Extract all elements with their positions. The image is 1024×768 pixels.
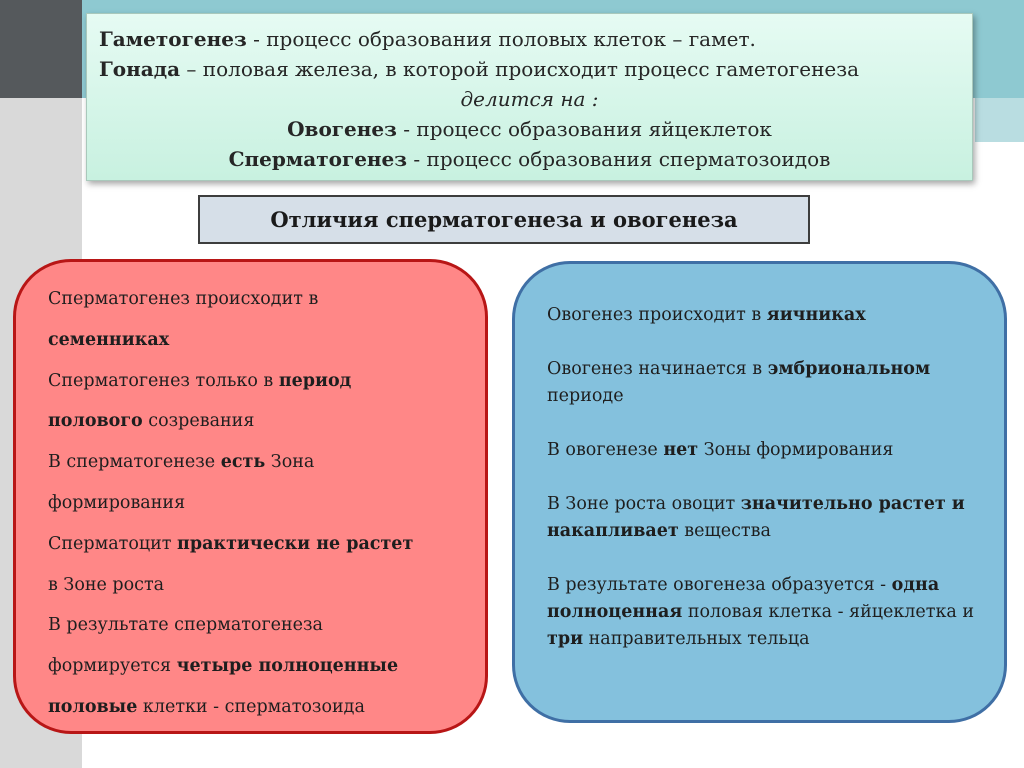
definition-text: - процесс образования половых клеток – гамет. — [246, 27, 756, 51]
panel-text: В результате сперматогенеза — [48, 615, 323, 636]
definition-gametogenesis — [99, 24, 960, 54]
corner-decoration — [0, 0, 82, 98]
term-gonad: Гонада — [99, 57, 181, 81]
panel-emphasis: семенниках — [48, 329, 170, 350]
definition-text: - процесс образования яйцеклеток — [396, 117, 772, 141]
panel-text: Зона — [265, 452, 315, 473]
panel-emphasis: эмбриональном — [767, 359, 931, 379]
panel-paragraph — [547, 437, 986, 464]
panel-line — [48, 401, 485, 442]
panel-emphasis: период — [278, 370, 352, 391]
panel-emphasis: практически не растет — [177, 533, 414, 554]
panel-text: половая клетка - яйцеклетка и — [682, 602, 975, 622]
panel-emphasis: есть — [220, 452, 266, 473]
panel-emphasis: одна полноценная — [547, 575, 940, 622]
panel-line — [48, 524, 485, 565]
panel-text: В сперматогенезе — [48, 452, 221, 473]
panel-line — [48, 646, 485, 687]
panel-text: формирования — [48, 492, 186, 513]
panel-emphasis: яичниках — [766, 305, 866, 325]
panel-emphasis: нет — [663, 440, 699, 460]
panel-text: В Зоне роста овоцит — [547, 494, 741, 514]
panel-line — [48, 442, 485, 483]
panel-paragraph — [547, 356, 986, 410]
panel-emphasis: значительно растет и накапливает — [547, 494, 965, 541]
term-spermatogenesis: Сперматогенез — [228, 147, 408, 171]
panel-line — [48, 361, 485, 402]
panel-paragraph — [547, 572, 986, 653]
panel-text: Сперматогенез только в — [48, 370, 279, 391]
panel-line — [48, 605, 485, 646]
panel-text: направительных тельца — [583, 629, 810, 649]
term-gametogenesis: Гаметогенез — [99, 27, 247, 51]
panel-text: В овогенезе — [547, 440, 664, 460]
spermatogenesis-panel — [13, 259, 488, 734]
panel-line — [48, 320, 485, 361]
panel-text: в Зоне роста — [48, 574, 165, 595]
panel-text: Сперматоцит — [48, 533, 178, 554]
panel-text: Овогенез начинается в — [547, 359, 768, 379]
oogenesis-panel — [512, 261, 1007, 723]
divides-into: делится на : — [460, 87, 599, 111]
panel-line — [48, 687, 485, 728]
panel-text: формируется — [48, 656, 177, 677]
panel-text: клетки - сперматозоида — [137, 696, 365, 717]
panel-emphasis: четыре полноценные — [176, 656, 399, 677]
definition-spermatogenesis — [99, 144, 960, 174]
panel-line — [48, 483, 485, 524]
comparison-title: Отличия сперматогенеза и овогенеза — [198, 195, 810, 244]
panel-paragraph — [547, 302, 986, 329]
panel-text: вещества — [678, 521, 771, 541]
definition-text: - процесс образования сперматозоидов — [407, 147, 831, 171]
panel-text: Овогенез происходит в — [547, 305, 767, 325]
panel-emphasis: полового — [48, 411, 143, 432]
panel-text: В результате овогенеза образуется - — [547, 575, 892, 595]
header-band-accent — [975, 98, 1024, 142]
panel-line — [48, 565, 485, 606]
term-oogenesis: Овогенез — [287, 117, 397, 141]
panel-paragraph — [547, 491, 986, 545]
panel-text: созревания — [142, 411, 255, 432]
panel-emphasis: половые — [48, 696, 138, 717]
definition-gonad — [99, 54, 960, 84]
panel-text: периоде — [547, 386, 624, 406]
definition-oogenesis — [99, 114, 960, 144]
panel-text: Зоны формирования — [698, 440, 894, 460]
panel-line — [48, 279, 485, 320]
panel-emphasis: три — [547, 629, 584, 649]
definition-text: – половая железа, в которой происходит процесс гаметогенеза — [180, 57, 860, 81]
definitions-box — [86, 13, 973, 181]
panel-text: Сперматогенез происходит в — [48, 289, 319, 309]
